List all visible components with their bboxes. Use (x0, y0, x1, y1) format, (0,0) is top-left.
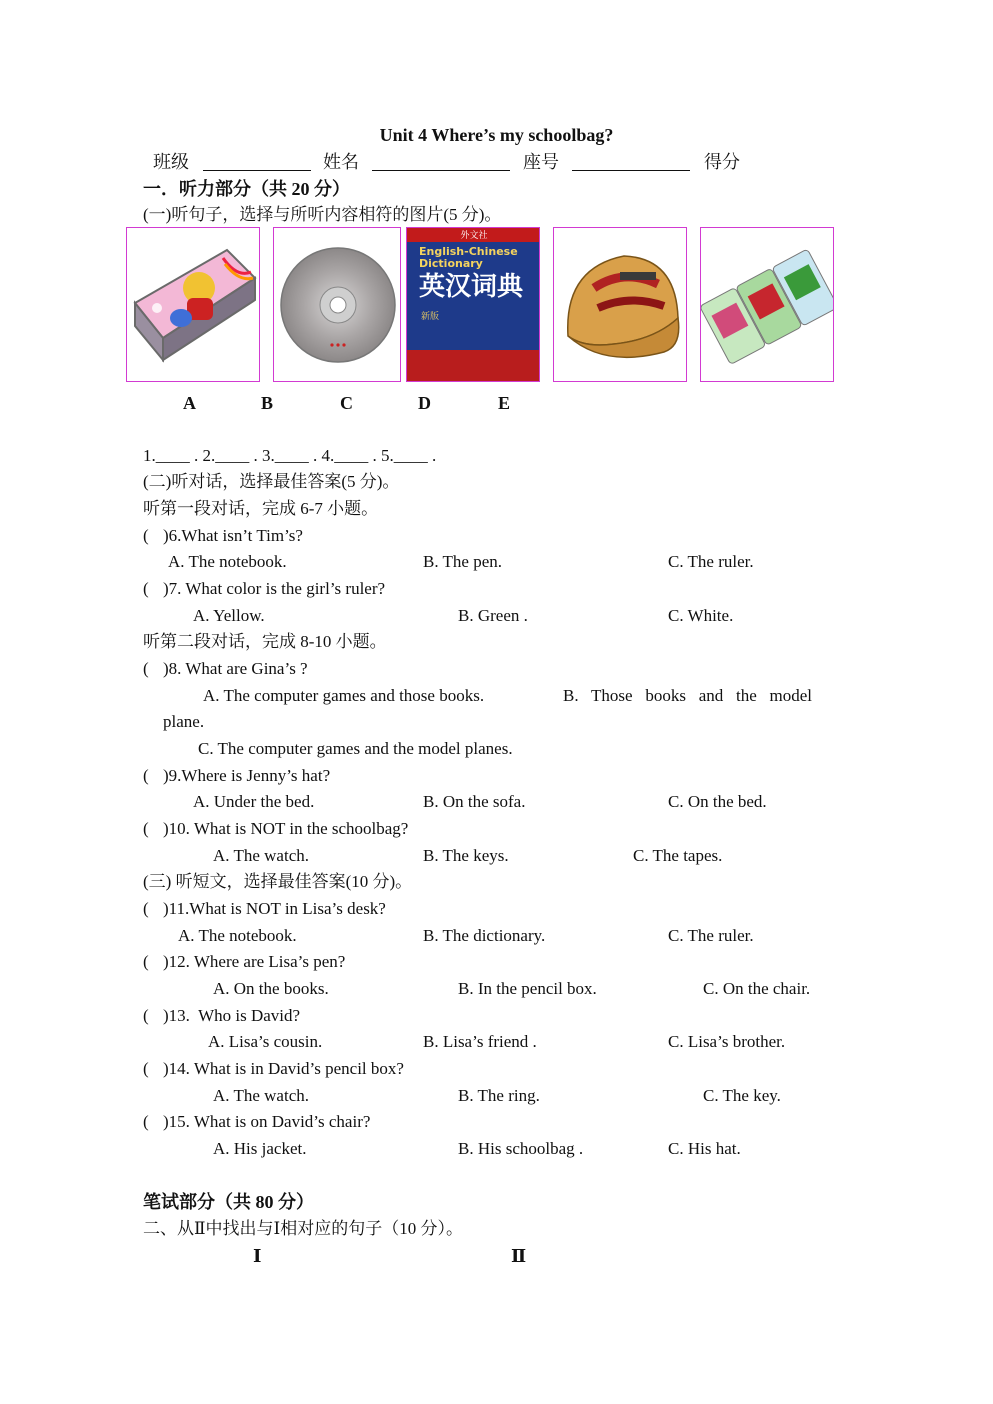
q7-stem: )7. What color is the girl’s ruler? (163, 579, 386, 598)
q6-option-c: C. The ruler. (668, 552, 754, 571)
q9-option-a: A. Under the bed. (193, 792, 315, 811)
seat-label: 座号 (523, 152, 559, 172)
q10-bracket[interactable]: ( (143, 819, 149, 838)
picture-label-c: C (340, 393, 353, 413)
q7-option-c: C. White. (668, 606, 734, 625)
tapes-illustration (701, 228, 834, 382)
q8-option-b: B. Those books and the model (563, 686, 812, 705)
q15-bracket[interactable]: ( (143, 1112, 149, 1131)
q10-option-b: B. The keys. (423, 846, 509, 865)
q10-option-a: A. The watch. (213, 846, 309, 865)
q9-stem: )9.Where is Jenny’s hat? (163, 766, 331, 785)
q13-option-b: B. Lisa’s friend . (423, 1032, 537, 1051)
dialog2-instruction: 听第二段对话，完成 8-10 小题。 (143, 632, 387, 651)
dictionary-edition: 新版 (421, 311, 440, 321)
class-field[interactable] (203, 156, 311, 171)
picture-label-e: E (498, 393, 511, 413)
q15-option-b: B. His schoolbag . (458, 1139, 584, 1158)
cap-illustration (554, 228, 687, 382)
q10-stem: )10. What is NOT in the schoolbag? (163, 819, 409, 838)
part2-instruction: (二)听对话，选择最佳答案(5 分)。 (143, 472, 400, 491)
q6-bracket[interactable]: ( (143, 526, 149, 545)
q13-option-c: C. Lisa’s brother. (668, 1032, 786, 1051)
part1-answer-blanks[interactable]: 1.____ . 2.____ . 3.____ . 4.____ . 5.____ . (143, 446, 437, 465)
dialog1-instruction: 听第一段对话，完成 6-7 小题。 (143, 499, 379, 518)
dictionary-english-title: English-Chinese Dictionary (419, 245, 518, 270)
q14-option-a: A. The watch. (213, 1086, 309, 1105)
q7-bracket[interactable]: ( (143, 579, 149, 598)
q13-bracket[interactable]: ( (143, 1006, 149, 1025)
page-title: Unit 4 Where’s my schoolbag? (379, 125, 614, 145)
q8-bracket[interactable]: ( (143, 659, 149, 678)
cd-illustration (274, 228, 401, 382)
q7-option-a: A. Yellow. (193, 606, 265, 625)
q11-option-b: B. The dictionary. (423, 926, 546, 945)
picture-e-tapes (700, 227, 834, 382)
dictionary-publisher: 外文社 (407, 228, 540, 242)
q10-option-c: C. The tapes. (633, 846, 723, 865)
q9-option-b: B. On the sofa. (423, 792, 526, 811)
q9-bracket[interactable]: ( (143, 766, 149, 785)
q6-stem: )6.What isn’t Tim’s? (163, 526, 303, 545)
q9-option-c: C. On the bed. (668, 792, 767, 811)
picture-label-a: A (183, 393, 196, 413)
part1-instruction: (一)听句子，选择与所听内容相符的图片(5 分)。 (143, 205, 502, 224)
pencil-box-illustration (127, 228, 260, 382)
dictionary-bottom-band (407, 350, 540, 382)
q14-bracket[interactable]: ( (143, 1059, 149, 1078)
q7-option-b: B. Green . (458, 606, 528, 625)
picture-d-cap (553, 227, 687, 382)
q11-option-a: A. The notebook. (178, 926, 297, 945)
q8-option-a: A. The computer games and those books. (203, 686, 485, 705)
score-label: 得分 (704, 152, 740, 172)
q12-option-c: C. On the chair. (703, 979, 811, 998)
class-label: 班级 (153, 152, 189, 172)
q14-option-c: C. The key. (703, 1086, 781, 1105)
column-one-label: Ⅰ (253, 1246, 262, 1266)
name-label: 姓名 (323, 152, 359, 172)
q6-option-b: B. The pen. (423, 552, 503, 571)
q15-option-c: C. His hat. (668, 1139, 741, 1158)
q12-stem: )12. Where are Lisa’s pen? (163, 952, 346, 971)
listening-header: 一．听力部分（共 20 分） (143, 179, 350, 199)
picture-label-b: B (261, 393, 274, 413)
dictionary-chinese-title: 英汉词典 (419, 272, 524, 302)
q8-option-b-cont: plane. (163, 712, 205, 731)
seat-field[interactable] (572, 156, 690, 171)
q13-option-a: A. Lisa’s cousin. (208, 1032, 323, 1051)
picture-a-pencil-box (126, 227, 260, 382)
q8-stem: )8. What are Gina’s ? (163, 659, 308, 678)
picture-c-dictionary (406, 227, 540, 382)
q11-option-c: C. The ruler. (668, 926, 754, 945)
picture-b-cd (273, 227, 401, 382)
q15-option-a: A. His jacket. (213, 1139, 307, 1158)
q13-stem: )13. Who is David? (163, 1006, 301, 1025)
written-header: 笔试部分（共 80 分） (143, 1192, 314, 1212)
q12-option-a: A. On the books. (213, 979, 329, 998)
q15-stem: )15. What is on David’s chair? (163, 1112, 371, 1131)
column-two-label: Ⅱ (511, 1246, 527, 1266)
q14-option-b: B. The ring. (458, 1086, 540, 1105)
q12-option-b: B. In the pencil box. (458, 979, 597, 998)
part3-instruction: (三) 听短文，选择最佳答案(10 分)。 (143, 872, 413, 891)
q8-option-c: C. The computer games and the model planes. (198, 739, 513, 758)
match-instruction: 二、从Ⅱ中找出与Ⅰ相对应的句子（10 分）。 (143, 1219, 464, 1238)
q11-stem: )11.What is NOT in Lisa’s desk? (163, 899, 386, 918)
q11-bracket[interactable]: ( (143, 899, 149, 918)
name-field[interactable] (372, 156, 510, 171)
q12-bracket[interactable]: ( (143, 952, 149, 971)
q6-option-a: A. The notebook. (168, 552, 287, 571)
picture-label-d: D (418, 393, 431, 413)
q14-stem: )14. What is in David’s pencil box? (163, 1059, 404, 1078)
